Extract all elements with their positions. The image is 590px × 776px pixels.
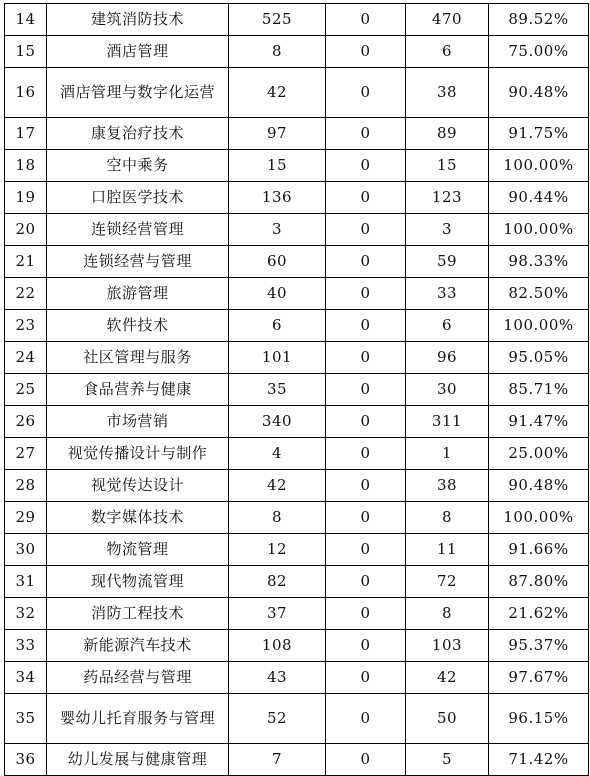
count-b: 0 [326, 598, 406, 630]
row-number: 23 [5, 310, 47, 342]
rate: 91.66% [489, 534, 589, 566]
row-number: 15 [5, 36, 47, 68]
count-c: 6 [406, 310, 489, 342]
count-c: 15 [406, 150, 489, 182]
count-c: 5 [406, 744, 489, 776]
count-a: 15 [229, 150, 326, 182]
major-name: 幼儿发展与健康管理 [47, 744, 229, 776]
major-name: 社区管理与服务 [47, 342, 229, 374]
count-a: 525 [229, 4, 326, 36]
table-row [5, 662, 589, 694]
count-c: 11 [406, 534, 489, 566]
count-a: 3 [229, 214, 326, 246]
count-a: 42 [229, 68, 326, 118]
count-b: 0 [326, 374, 406, 406]
count-a: 4 [229, 438, 326, 470]
major-name: 连锁经营管理 [47, 214, 229, 246]
row-number: 35 [5, 694, 47, 744]
rate: 90.44% [489, 182, 589, 214]
major-name: 婴幼儿托育服务与管理 [47, 694, 229, 744]
rate: 21.62% [489, 598, 589, 630]
table-row [5, 150, 589, 182]
count-a: 101 [229, 342, 326, 374]
count-b: 0 [326, 278, 406, 310]
count-b: 0 [326, 534, 406, 566]
count-c: 8 [406, 502, 489, 534]
major-name: 物流管理 [47, 534, 229, 566]
row-number: 17 [5, 118, 47, 150]
rate: 82.50% [489, 278, 589, 310]
row-number: 22 [5, 278, 47, 310]
table-row [5, 406, 589, 438]
table-row [5, 566, 589, 598]
data-table [4, 3, 589, 776]
rate: 100.00% [489, 214, 589, 246]
row-number: 18 [5, 150, 47, 182]
count-a: 7 [229, 744, 326, 776]
count-c: 30 [406, 374, 489, 406]
major-name: 口腔医学技术 [47, 182, 229, 214]
table-row [5, 182, 589, 214]
major-name: 酒店管理与数字化运营 [47, 68, 229, 118]
major-name: 空中乘务 [47, 150, 229, 182]
count-c: 103 [406, 630, 489, 662]
count-c: 50 [406, 694, 489, 744]
rate: 89.52% [489, 4, 589, 36]
table-row [5, 502, 589, 534]
count-b: 0 [326, 118, 406, 150]
major-name: 软件技术 [47, 310, 229, 342]
count-a: 40 [229, 278, 326, 310]
rate: 98.33% [489, 246, 589, 278]
count-c: 38 [406, 470, 489, 502]
rate: 95.37% [489, 630, 589, 662]
table-row [5, 4, 589, 36]
count-a: 12 [229, 534, 326, 566]
rate: 90.48% [489, 68, 589, 118]
count-c: 72 [406, 566, 489, 598]
count-a: 52 [229, 694, 326, 744]
count-c: 59 [406, 246, 489, 278]
count-b: 0 [326, 342, 406, 374]
rate: 90.48% [489, 470, 589, 502]
table-row [5, 598, 589, 630]
table-row [5, 470, 589, 502]
major-name: 新能源汽车技术 [47, 630, 229, 662]
count-c: 123 [406, 182, 489, 214]
count-b: 0 [326, 502, 406, 534]
row-number: 24 [5, 342, 47, 374]
count-b: 0 [326, 406, 406, 438]
count-c: 3 [406, 214, 489, 246]
count-b: 0 [326, 68, 406, 118]
row-number: 14 [5, 4, 47, 36]
count-a: 37 [229, 598, 326, 630]
table-row [5, 118, 589, 150]
count-a: 35 [229, 374, 326, 406]
rate: 75.00% [489, 36, 589, 68]
count-b: 0 [326, 310, 406, 342]
count-a: 8 [229, 502, 326, 534]
table-row [5, 278, 589, 310]
rate: 25.00% [489, 438, 589, 470]
count-b: 0 [326, 662, 406, 694]
table-row [5, 246, 589, 278]
row-number: 33 [5, 630, 47, 662]
count-a: 60 [229, 246, 326, 278]
count-b: 0 [326, 4, 406, 36]
count-a: 42 [229, 470, 326, 502]
row-number: 34 [5, 662, 47, 694]
major-name: 康复治疗技术 [47, 118, 229, 150]
row-number: 26 [5, 406, 47, 438]
count-a: 340 [229, 406, 326, 438]
count-b: 0 [326, 36, 406, 68]
row-number: 21 [5, 246, 47, 278]
major-name: 现代物流管理 [47, 566, 229, 598]
count-b: 0 [326, 150, 406, 182]
count-c: 8 [406, 598, 489, 630]
row-number: 36 [5, 744, 47, 776]
count-b: 0 [326, 246, 406, 278]
row-number: 32 [5, 598, 47, 630]
major-name: 旅游管理 [47, 278, 229, 310]
row-number: 31 [5, 566, 47, 598]
rate: 97.67% [489, 662, 589, 694]
count-b: 0 [326, 630, 406, 662]
rate: 87.80% [489, 566, 589, 598]
row-number: 28 [5, 470, 47, 502]
rate: 100.00% [489, 310, 589, 342]
table-row [5, 68, 589, 118]
major-name: 数字媒体技术 [47, 502, 229, 534]
count-a: 136 [229, 182, 326, 214]
row-number: 27 [5, 438, 47, 470]
major-name: 消防工程技术 [47, 598, 229, 630]
rate: 95.05% [489, 342, 589, 374]
count-c: 42 [406, 662, 489, 694]
count-c: 470 [406, 4, 489, 36]
count-c: 89 [406, 118, 489, 150]
major-name: 市场营销 [47, 406, 229, 438]
count-c: 33 [406, 278, 489, 310]
table-row [5, 36, 589, 68]
table-row [5, 310, 589, 342]
count-b: 0 [326, 214, 406, 246]
table-row [5, 342, 589, 374]
count-c: 6 [406, 36, 489, 68]
count-a: 43 [229, 662, 326, 694]
major-name: 视觉传播设计与制作 [47, 438, 229, 470]
table-row [5, 630, 589, 662]
rate: 71.42% [489, 744, 589, 776]
count-b: 0 [326, 566, 406, 598]
major-name: 酒店管理 [47, 36, 229, 68]
count-b: 0 [326, 470, 406, 502]
rate: 100.00% [489, 150, 589, 182]
major-name: 药品经营与管理 [47, 662, 229, 694]
table-row [5, 534, 589, 566]
rate: 91.47% [489, 406, 589, 438]
count-a: 82 [229, 566, 326, 598]
table-row [5, 374, 589, 406]
count-c: 311 [406, 406, 489, 438]
table-body [5, 4, 589, 776]
count-c: 38 [406, 68, 489, 118]
major-name: 视觉传达设计 [47, 470, 229, 502]
table-row [5, 694, 589, 744]
rate: 96.15% [489, 694, 589, 744]
table-row [5, 438, 589, 470]
count-b: 0 [326, 438, 406, 470]
rate: 100.00% [489, 502, 589, 534]
table-row [5, 214, 589, 246]
major-name: 食品营养与健康 [47, 374, 229, 406]
table-row [5, 744, 589, 776]
count-b: 0 [326, 744, 406, 776]
major-name: 建筑消防技术 [47, 4, 229, 36]
row-number: 19 [5, 182, 47, 214]
rate: 91.75% [489, 118, 589, 150]
count-c: 96 [406, 342, 489, 374]
count-a: 8 [229, 36, 326, 68]
count-a: 97 [229, 118, 326, 150]
row-number: 25 [5, 374, 47, 406]
row-number: 29 [5, 502, 47, 534]
count-b: 0 [326, 694, 406, 744]
rate: 85.71% [489, 374, 589, 406]
count-a: 108 [229, 630, 326, 662]
row-number: 30 [5, 534, 47, 566]
row-number: 20 [5, 214, 47, 246]
major-name: 连锁经营与管理 [47, 246, 229, 278]
count-b: 0 [326, 182, 406, 214]
count-a: 6 [229, 310, 326, 342]
count-c: 1 [406, 438, 489, 470]
row-number: 16 [5, 68, 47, 118]
